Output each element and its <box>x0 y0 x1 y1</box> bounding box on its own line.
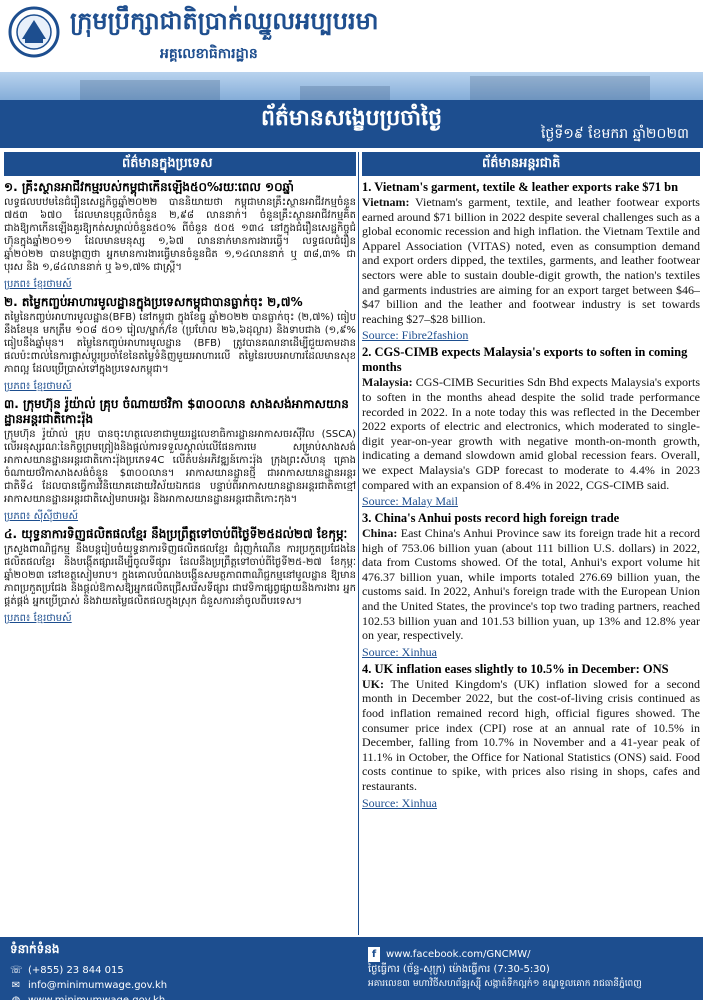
news-item <box>4 397 356 527</box>
page-footer <box>0 937 703 1006</box>
news-item <box>4 295 356 397</box>
news-title: ១. គ្រឹះស្ថានអាជីវកម្មរបស់កម្ពុជាកើនឡើង៥០%រយៈពេល ១០ឆ្នាំ <box>4 180 294 194</box>
international-news-column <box>362 180 700 935</box>
news-body: លទ្ធផលបឋមនៃជំរឿនសេដ្ឋកិច្ចឆ្នាំ២០២២ បាននិយាយថា កម្ពុជាមានគ្រឹះស្ថានអាជីវកម្មចំនួន ៧៥៣ ៦៧០ ដែលមានបុគ្គលិកចំនួន ២,៩៨ លាននាក់។ ចំនួនគ្រឹះស្ថានអាជីវកម្មគិតជាងឱ្យកាកើនឡើងគួរឱ្យកត់សម្គាល់ចំនួន៥០% ពីចំនួន ៥០៥ ១៣៤ នៅក្នុងជំរឿនសេដ្ឋកិច្ចជំហ៊ុនក្នុងឆ្នាំ២០១១ ដែលមានមនុស្ស ១,៦៧ លាននាក់មានការងារធ្វើ។ លទ្ធផលជំរឿនឆ្នាំ២០២២ បានបង្ហាញថា អ្នកមានការងារធ្វើមានចំនួនជិត ១,១៤លាននាក់ ឬ ៣៨,៣% ជាបុរស និង ១,៨៤លាននាក់ ឬ ៦១,៧% ជាស្ត្រី។ <box>4 197 356 273</box>
news-body: តម្លៃនៃកញ្ចប់អាហារមូលដ្ឋាន(BFB) នៅកម្ពុជា ក្នុងខែធ្នូ ឆ្នាំ២០២២ បានធ្លាក់ចុះ (២,៧%) ធៀបនឹងខែមុន មកត្រឹម ១០៨ ៥០១ រៀល/ម្នាក់/ខែ (ប្រហែល ២៦,៦ដុល្លារ) និងទាបជាង (១,៩% ធៀបនឹងឆ្នាំមុន។ តម្លៃនៃកញ្ចប់អាហារមូលដ្ឋាន (BFB) ត្រូវបានគណនាដើម្បីជួយតាមដាន ផលប៉ះពាល់នៃការផ្លាស់ប្តូរប្រចាំខែនៃតម្លៃទំនិញមួយអាហារលើ តម្លៃនៃរបបអាហារដែលមានសុខភាពល្អ ដែលប្រើប្រាស់ទៅក្នុងប្រទេសកម្ពុជា។ <box>4 312 356 375</box>
news-source-link[interactable]: Source: Xinhua <box>362 644 437 659</box>
news-source-link[interactable]: ប្រភព៖ ខ្មែរថាមស៍ <box>4 381 72 392</box>
news-lead: Vietnam: <box>362 195 410 209</box>
news-source-link[interactable]: Source: Malay Mail <box>362 494 458 509</box>
news-source-link[interactable]: ប្រភព៖ ស៊ីស៊ីថាមស៍ <box>4 511 79 522</box>
globe-icon: ◍ <box>11 995 21 1006</box>
domestic-news-header: ព័ត៌មានក្នុងប្រទេស <box>4 152 356 176</box>
organization-title: ក្រុមប្រឹក្សាជាតិប្រាក់ឈ្នួលអប្បបរមា <box>70 7 379 35</box>
news-title: ២. តម្លៃកញ្ចប់អាហារមូលដ្ឋានក្នុងប្រទេសកម្ពុជាបានធ្លាក់ចុះ ២,៧% <box>4 295 303 309</box>
contact-title: ទំនាក់ទំនង <box>10 942 60 956</box>
news-body: East China's Anhui Province saw its foreign trade hit a record high of 753.06 billion yuan (about 111 billion U.S. dollars) in 2022, data from Customs showed. Of the total, Anhui's export volume hit 476.37 billion yuan, while imports totaled 276.69 billion yuan, the customs said. In 2022, Anhui's foreign trade with the European Union and the United States, the province's top two trading partners, reached 102.53 billion yuan and 101.53 billion yuan, up 13% and 12.8% year on year, respectively. <box>362 526 700 643</box>
news-body: CGS-CIMB Securities Sdn Bhd expects Malaysia's exports to soften in the months ahead despite the solid trade performance recorded in 2022. In a note today this was reflected in the December 2022 exports of electric and electronics, which moderated to single-digit year-on-year growth with negative month-on-month growth, indicating a demand slowdown amid global recession fears. Overall, we expect Malaysia's GDP forecast to moderate to 4.4% in 2023 compared with an expansion of 8.4% in 2022, CGS-CIMB said. <box>362 375 700 492</box>
office-address: អគារលេខ៣ មហាវិថីសហព័ន្ធរុស្ស៊ី សង្កាត់ទឹកល្អក់១ ខណ្ឌទួលគោក រាជធានីភ្នំពេញ <box>368 979 642 989</box>
news-lead: Malaysia: <box>362 375 413 390</box>
news-body: ក្រសួងពាណិជ្ជកម្ម នឹងបន្តរៀបចំយុទ្ធនាការទិញផលិតផលខ្មែរ ជំរុញកំណើន ការប្រកួតប្រជែងនៃផលិតផលខ្មែរ និងបង្កើតផ្សារដើម្បីចូលទីផ្សារ ដែលនឹងប្រព្រឹត្តទៅចាប់ពីថ្ងៃទី២៥-២៧ ខែកុម្ភៈ ឆ្នាំ២០២៣ នៅខេត្តសៀមរាប។ ក្នុងគោលបំណងបង្កើនសមត្ថភាពពាណិជ្ជកម្មនៅមូលដ្ឋាន ឱ្យមានភាពប្រកួតប្រជែង និងផ្តល់ឱកាសឱ្យអ្នកផលិតជ្រើសរើសទីផ្សារ ជាវេទិកាផ្សព្វផ្សាយនិងការងារ អ្នកផ្គត់ផ្គង់ អ្នកប្រើប្រាស់ និងវាយតម្លៃផលិតផលក្នុងស្រុក ជំនួសការនាំចូលពីបរទេស។ <box>4 544 356 607</box>
news-title: 4. UK inflation eases slightly to 10.5% in December: ONS <box>362 661 669 676</box>
news-body: Vietnam's garment, textile, and leather footwear exports earned around $71 billion in 2022 despite several challenges such as a global economic recession and high inflation. the Vietnam Textile and Apparel Association (VITAS) noted, even as consumption demand and export orders dipped, the textiles, garments, and leather footwear sectors were able to sustain double-digit growth, the nation's textiles and garments industries are aiming for an export target between $46–$47 billion and the leather and footwear industry is set towards reaching $27–$28 billion. <box>362 195 700 326</box>
news-item <box>362 345 700 511</box>
news-source-link[interactable]: Source: Xinhua <box>362 795 437 810</box>
news-title: ៤. យុទ្ធនាការទិញផលិតផលខ្មែរ នឹងប្រព្រឹត្តទៅចាប់ពីថ្ងៃទី២៥ដល់២៧ ខែកុម្ភៈ <box>4 527 348 541</box>
news-item <box>362 180 700 345</box>
email-icon: ✉ <box>11 980 21 991</box>
domestic-news-column <box>4 180 356 935</box>
office-hours: ថ្ងៃធ្វើការ (ច័ន្ទ-សុក្រ) ម៉ោងធ្វើការ (7:30-5:30) <box>368 964 550 975</box>
news-title: 1. Vietnam's garment, textile & leather exports rake $71 bn <box>362 180 679 194</box>
contact-phone[interactable]: (+855) 23 844 015 <box>28 965 124 976</box>
news-body: ក្រុមហ៊ុន រ៉ូយ៉ាល់ គ្រុប បានចុះហត្ថលេខាជាមួយរដ្ឋលេខាធិការដ្ឋានអាកាសចរស៊ីវិល (SSCA) លើអនុស្សរណៈនៃកិច្ចព្រមព្រៀងនិងផ្តល់ការទទួលស្គាល់លើផែនការមេ សម្រាប់សាងសង់អាកាសយានដ្ឋានអន្តរជាតិកោះរ៉ុងប្រភេទ4C លើតំបន់អភិវឌ្ឍន៍កោះរ៉ុង ក្រុងព្រះសីហនុ គ្រោងចំណាយថវិកាសាងសង់ចំនួន $៣០០លាន។ អាកាសយានដ្ឋានថ្មី ជាអាកាសយានដ្ឋានអន្តរជាតិទី៤ ដែលបានធ្វើការវិនិយោគដោយវិស័យឯកជន បន្ទាប់ពីអាកាសយានដ្ឋានអន្តរជាតិតាខ្មៅ អាកាសយានដ្ឋានអន្តរជាតិសៀមរាបអង្គរ និងអាកាសយានដ្ឋានអន្តរជាតិកោះកុង។ <box>4 429 356 505</box>
contact-block <box>10 941 350 1008</box>
facebook-icon: f <box>368 947 380 962</box>
news-title: 3. China's Anhui posts record high foreign trade <box>362 511 620 526</box>
news-lead: China: <box>362 526 398 541</box>
news-title: 2. CGS-CIMB expects Malaysia's exports to soften in coming months <box>362 345 688 375</box>
international-news-header: ព័ត៌មានអន្តរជាតិ <box>362 152 700 176</box>
news-lead: UK: <box>362 676 384 691</box>
news-item <box>362 511 700 662</box>
news-item <box>4 180 356 295</box>
news-source-link[interactable]: Source: Fibre2fashion <box>362 328 469 343</box>
emblem-logo <box>8 6 60 58</box>
news-source-link[interactable]: ប្រភព៖ ខ្មែរថាមស៍ <box>4 613 72 624</box>
news-title: ៣. ក្រុមហ៊ុន រ៉ូយ៉ាល់ គ្រុប ចំណាយថវិកា $៣០០លាន សាងសង់អាកាសយានដ្ឋានអន្តរជាតិកោះរ៉ុង <box>4 397 349 426</box>
organization-subtitle: អគ្គលេខាធិការដ្ឋាន <box>160 46 258 62</box>
news-source-link[interactable]: ប្រភព៖ ខ្មែរថាមស៍ <box>4 279 72 290</box>
column-divider <box>358 152 359 935</box>
contact-email[interactable]: info@minimumwage.gov.kh <box>28 980 168 991</box>
page-title: ព័ត៌មានសង្ខេបប្រចាំថ្ងៃ <box>260 106 443 131</box>
news-item <box>362 662 700 813</box>
phone-icon: ☏ <box>10 965 23 976</box>
news-body: The United Kingdom's (UK) inflation slowed for a second month in December 2022, but the cost-of-living crisis continued as food inflation remained record high, official figures showed. The consumer price index (CPI) rose at an annual rate of 10.5% in December, falling from 10.7% in November and a 41-year peak of 11.1% in October, the Office for National Statistics (ONS) said. Food costs continue to spike, with prices also rising in shops, cafes and restaurants. <box>362 676 700 793</box>
contact-website[interactable]: www.minimumwage.gov.kh <box>28 995 166 1006</box>
facebook-link[interactable]: www.facebook.com/GNCMW/ <box>386 949 531 960</box>
footer-info <box>368 947 698 992</box>
issue-date: ថ្ងៃទី១៩ ខែមករា ឆ្នាំ២០២៣ <box>540 126 689 142</box>
news-item <box>4 527 356 629</box>
